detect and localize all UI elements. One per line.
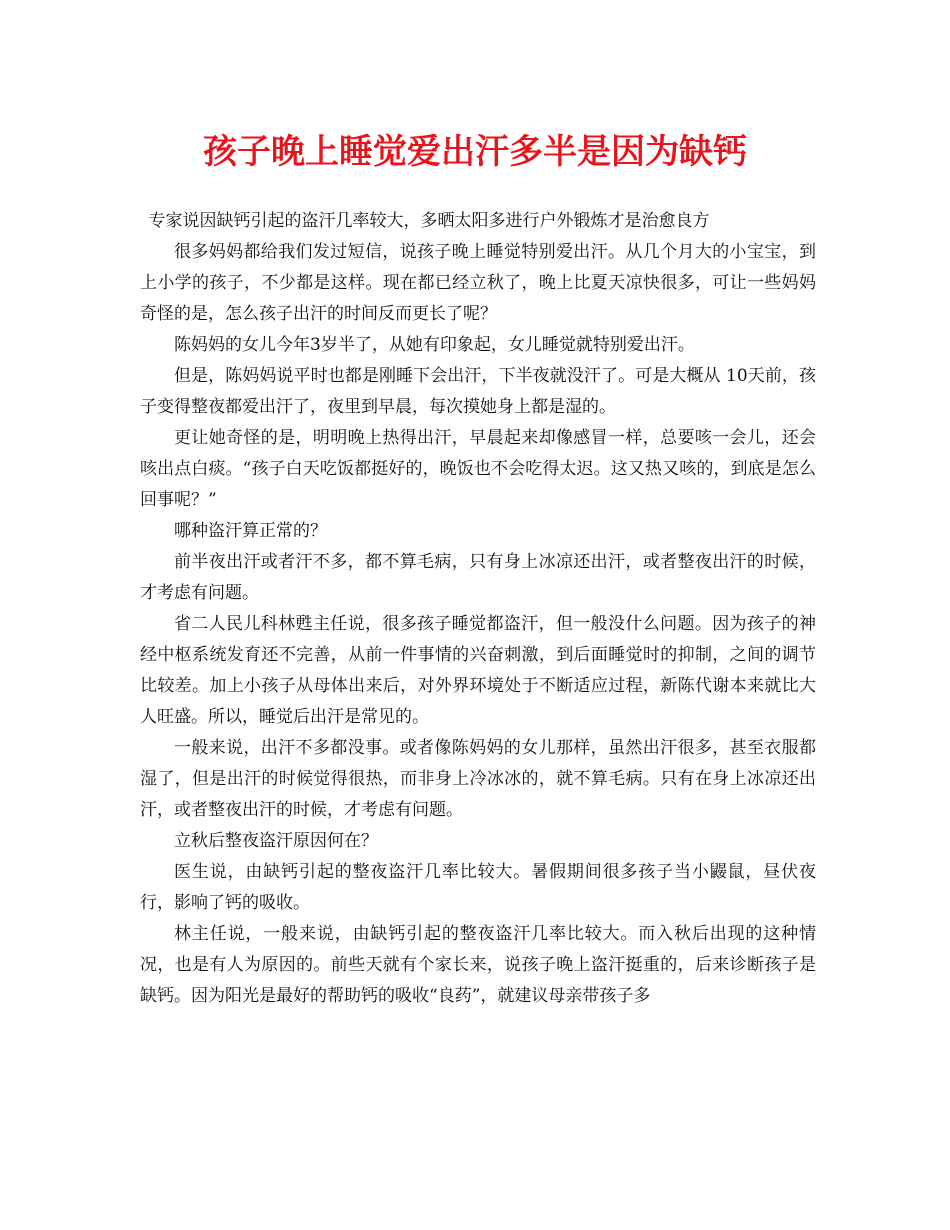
paragraph: 前半夜出汗或者汗不多，都不算毛病，只有身上冰凉还出汗，或者整夜出汗的时候，才考虑有问题。 [140,552,816,603]
document-title: 孩子晚上睡觉爱出汗多半是因为缺钙 [203,132,747,172]
paragraph: 林主任说，一般来说，由缺钙引起的整夜盗汗几率比较大。而入秋后出现的这种情况，也是有人为原因的。前些天就有个家长来，说孩子晚上盗汗挺重的，后来诊断孩子是缺钙。因为阳光是最好的帮助钙的吸收“良药”，就建议母亲带孩子多 [140,924,816,1006]
subtitle-paragraph: 专家说因缺钙引起的盗汗几率较大，多晒太阳多进行户外锻炼才是治愈良方 [148,211,710,231]
section-heading: 哪种盗汗算正常的？ [174,521,327,541]
section-heading: 立秋后整夜盗汗原因何在？ [174,831,378,851]
paragraph: 一般来说，出汗不多都没事。或者像陈妈妈的女儿那样，虽然出汗很多，甚至衣服都湿了，但是出汗的时候觉得很热，而非身上冷冰冰的，就不算毛病。只有在身上冰凉还出汗，或者整夜出汗的时候，才考虑有问题。 [140,738,816,820]
paragraph: 很多妈妈都给我们发过短信，说孩子晚上睡觉特别爱出汗。从几个月大的小宝宝，到上小学的孩子，不少都是这样。现在都已经立秋了，晚上比夏天凉快很多，可让一些妈妈奇怪的是，怎么孩子出汗的时间反而更长了呢？ [140,242,816,324]
paragraph: 省二人民儿科林甦主任说，很多孩子睡觉都盗汗，但一般没什么问题。因为孩子的神经中枢系统发育还不完善，从前一件事情的兴奋刺激，到后面睡觉时的抑制，之间的调节比较差。加上小孩子从母体出来后，对外界环境处于不断适应过程，新陈代谢本来就比大人旺盛。所以，睡觉后出汗是常见的。 [140,614,816,727]
paragraph: 但是，陈妈妈说平时也都是刚睡下会出汗，下半夜就没汗了。可是大概从 10天前，孩子变得整夜都爱出汗了，夜里到早晨，每次摸她身上都是湿的。 [140,366,816,417]
paragraph: 医生说，由缺钙引起的整夜盗汗几率比较大。暑假期间很多孩子当小鼹鼠，昼伏夜行，影响了钙的吸收。 [140,862,816,913]
paragraph: 更让她奇怪的是，明明晚上热得出汗，早晨起来却像感冒一样，总要咳一会儿，还会咳出点白痰。“孩子白天吃饭都挺好的，晚饭也不会吃得太迟。这又热又咳的，到底是怎么回事呢？” [140,428,816,510]
document-body [140,206,816,1012]
paragraph: 陈妈妈的女儿今年3岁半了，从她有印象起，女儿睡觉就特别爱出汗。 [174,335,695,355]
